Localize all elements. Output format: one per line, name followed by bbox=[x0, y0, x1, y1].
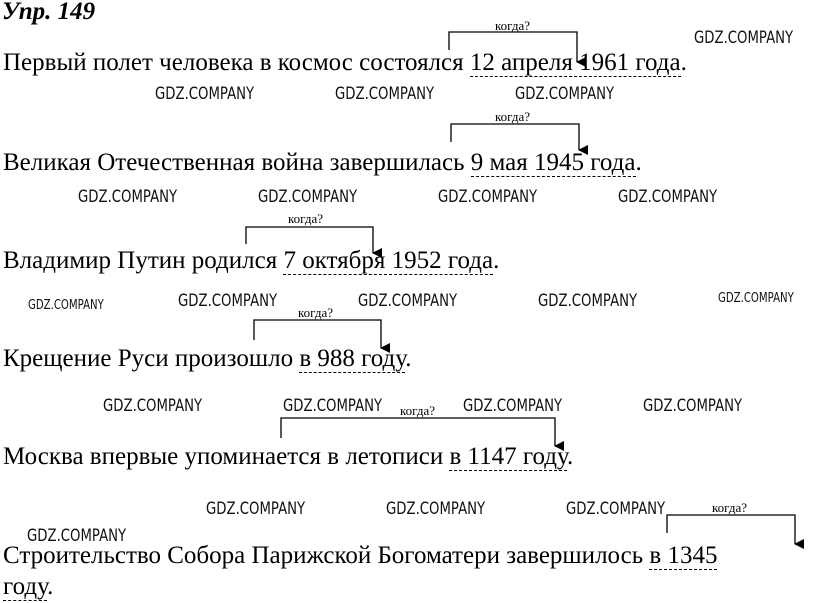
question-arrow-2 bbox=[451, 109, 579, 150]
watermark: GDZ.COMPANY bbox=[538, 291, 638, 311]
watermark: GDZ.COMPANY bbox=[206, 499, 306, 519]
sentence-2: Великая Отечественная война завершилась 9 мая 1945 года. bbox=[3, 149, 642, 176]
answer-1: 12 апреля 1961 года bbox=[469, 49, 681, 76]
watermark: GDZ.COMPANY bbox=[463, 396, 563, 416]
watermark: GDZ.COMPANY bbox=[78, 187, 178, 207]
watermark: GDZ.COMPANY bbox=[27, 526, 127, 546]
question-arrow-6 bbox=[667, 500, 795, 544]
sentence-5: Москва впервые упоминается в летописи в 1147 году. bbox=[3, 443, 574, 470]
question-label-4: когда? bbox=[298, 305, 333, 320]
watermark: GDZ.COMPANY bbox=[386, 499, 486, 519]
answer-3: 7 октября 1952 года bbox=[283, 247, 494, 274]
watermark: GDZ.COMPANY bbox=[694, 28, 794, 48]
answer-2: 9 мая 1945 года bbox=[470, 149, 636, 176]
question-arrow-3 bbox=[246, 211, 373, 253]
question-arrow-1 bbox=[449, 18, 577, 62]
watermark: GDZ.COMPANY bbox=[438, 187, 538, 207]
watermark: GDZ.COMPANY bbox=[358, 291, 458, 311]
watermark: GDZ.COMPANY bbox=[618, 187, 718, 207]
watermark: GDZ.COMPANY bbox=[283, 396, 383, 416]
sentence-3: Владимир Путин родился 7 октября 1952 года. bbox=[3, 247, 500, 274]
question-label-5: когда? bbox=[400, 403, 435, 418]
watermark: GDZ.COMPANY bbox=[178, 291, 278, 311]
sentence-6-continuation: году. bbox=[3, 573, 54, 600]
watermark: GDZ.COMPANY bbox=[643, 396, 743, 416]
watermark: GDZ.COMPANY bbox=[103, 396, 203, 416]
question-label-6: когда? bbox=[712, 500, 747, 515]
sentence-4: Крещение Руси произошло в 988 году. bbox=[3, 345, 412, 372]
question-label-3: когда? bbox=[288, 211, 323, 226]
sentence-6: Строительство Собора Парижской Богоматери завершилось в 1345 bbox=[3, 542, 718, 569]
exercise-title: Упр. 149 bbox=[2, 0, 96, 25]
watermark: GDZ.COMPANY bbox=[258, 187, 358, 207]
watermark: GDZ.COMPANY bbox=[335, 84, 435, 104]
answer-5: в 1147 году bbox=[449, 443, 567, 470]
watermark: GDZ.COMPANY bbox=[718, 291, 794, 306]
question-label-1: когда? bbox=[495, 18, 530, 33]
watermark: GDZ.COMPANY bbox=[155, 84, 255, 104]
sentence-1: Первый полет человека в космос состоялся 12 апреля 1961 года. bbox=[3, 49, 687, 76]
answer-4: в 988 году bbox=[299, 345, 406, 372]
question-arrow-4 bbox=[254, 305, 381, 348]
watermark: GDZ.COMPANY bbox=[515, 84, 615, 104]
watermark: GDZ.COMPANY bbox=[28, 298, 104, 313]
watermark: GDZ.COMPANY bbox=[566, 499, 666, 519]
question-label-2: когда? bbox=[495, 109, 530, 124]
answer-6: в 1345 bbox=[649, 542, 718, 569]
